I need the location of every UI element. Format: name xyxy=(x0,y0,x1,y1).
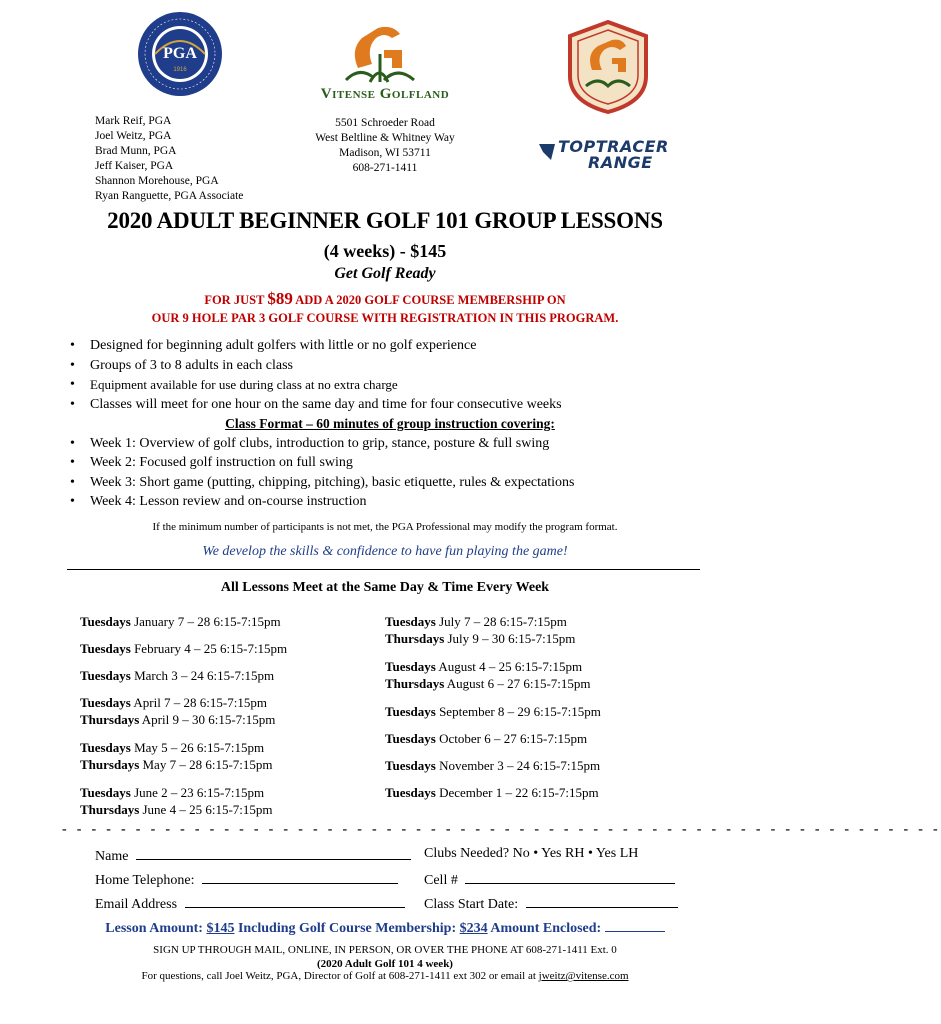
class-format-heading: Class Format – 60 minutes of group instruction covering: xyxy=(225,416,555,431)
questions-contact: For questions, call Joel Weitz, PGA, Director of Golf at 608-271-1411 ext 302 or email at jweitz@vitense.com xyxy=(141,970,629,982)
vitense-golfland-wordmark: Vitense Golfland xyxy=(320,86,450,102)
signup-program-name: (2020 Adult Golf 101 4 week) xyxy=(317,958,453,970)
phone-number: 608-271-1411 xyxy=(352,162,418,174)
class-start-row xyxy=(424,894,678,913)
address-block xyxy=(290,116,480,176)
signup-instructions: SIGN UP THROUGH MAIL, ONLINE, IN PERSON, OR OVER THE PHONE AT 608-271-1411 Ext. 0 xyxy=(153,944,617,956)
lessons-heading: All Lessons Meet at the Same Day & Time Every Week xyxy=(220,580,550,595)
minimum-participants-note: If the minimum number of participants is not met, the PGA Professional may modify the program format. xyxy=(152,521,618,533)
pga-logo xyxy=(135,8,225,108)
promo-price: $89 xyxy=(267,289,293,308)
email-field[interactable] xyxy=(185,894,405,908)
clubs-needed-label[interactable]: Clubs Needed? No • Yes RH • Yes LH xyxy=(424,846,639,861)
address-line: Madison, WI 53711 xyxy=(339,147,431,159)
name-field[interactable] xyxy=(136,846,411,860)
schedule-entry: Tuesdays January 7 – 28 6:15-7:15pm xyxy=(80,614,281,629)
address-line: West Beltline & Whitney Way xyxy=(315,132,455,144)
list-item: • Equipment available for use during class at no extra charge xyxy=(70,375,710,395)
email-row xyxy=(95,894,405,913)
membership-amount: $234 xyxy=(459,921,488,936)
toptracer-line2: RANGE xyxy=(588,153,653,172)
program-details-list xyxy=(70,336,710,512)
toptracer-range-logo xyxy=(558,139,669,171)
amount-line: Lesson Amount: $145 Including Golf Course Membership: $234 Amount Enclosed: xyxy=(0,918,770,937)
list-item: • Week 4: Lesson review and on-course instruction xyxy=(70,492,710,512)
staff-list xyxy=(95,114,243,204)
list-item: • Week 3: Short game (putting, chipping, pitching), basic etiquette, rules & expectations xyxy=(70,473,710,493)
staff-name: Mark Reif, PGA xyxy=(95,115,172,127)
staff-name: Joel Weitz, PGA xyxy=(95,130,172,142)
home-telephone-label: Home Telephone: xyxy=(95,873,195,888)
class-start-label: Class Start Date: xyxy=(424,897,519,912)
clubs-needed-row[interactable] xyxy=(424,846,638,862)
promo-line-2: OUR 9 HOLE PAR 3 GOLF COURSE WITH REGISTRATION IN THIS PROGRAM. xyxy=(151,311,619,325)
promo-line-1: FOR JUST $89 ADD A 2020 GOLF COURSE MEMBERSHIP ON xyxy=(204,289,566,308)
cell-row xyxy=(424,870,675,889)
list-item: • Classes will meet for one hour on the same day and time for four consecutive weeks xyxy=(70,395,710,415)
toptracer-line1: TOPTRACER xyxy=(558,137,669,156)
membership-promo xyxy=(0,290,770,327)
schedule-entry: Tuesdays April 7 – 28 6:15-7:15pm Thursdays April 9 – 30 6:15-7:15pm xyxy=(80,695,276,727)
list-item: • Week 1: Overview of golf clubs, introduction to grip, stance, posture & full swing xyxy=(70,434,710,454)
svg-text:1916: 1916 xyxy=(173,67,187,73)
list-item: • Week 2: Focused golf instruction on full swing xyxy=(70,453,710,473)
staff-name: Brad Munn, PGA xyxy=(95,145,177,157)
name-label: Name xyxy=(95,849,129,864)
list-item: • Designed for beginning adult golfers with little or no golf experience xyxy=(70,336,710,356)
schedule-entry: Tuesdays November 3 – 24 6:15-7:15pm xyxy=(385,758,601,773)
schedule-entry: Tuesdays September 8 – 29 6:15-7:15pm xyxy=(385,704,601,719)
schedule-entry: Tuesdays August 4 – 25 6:15-7:15pm Thursdays August 6 – 27 6:15-7:15pm xyxy=(385,659,591,691)
vitense-golfland-logo xyxy=(340,20,420,90)
home-telephone-row xyxy=(95,870,398,889)
address-line: 5501 Schroeder Road xyxy=(335,117,435,129)
schedule-entry: Tuesdays February 4 – 25 6:15-7:15pm xyxy=(80,641,288,656)
staff-name: Jeff Kaiser, PGA xyxy=(95,160,174,172)
cut-line: - - - - - - - - - - - - - - - - - - - - - - - - - - - - - - - - - - - - - - - - - - - - - - - - - - - - - - - - - - - - xyxy=(62,822,941,837)
home-telephone-field[interactable] xyxy=(202,870,398,884)
schedule-entry: Tuesdays May 5 – 26 6:15-7:15pm Thursdays May 7 – 28 6:15-7:15pm xyxy=(80,740,273,772)
amount-enclosed-field[interactable] xyxy=(605,918,665,932)
staff-name: Ryan Ranguette, PGA Associate xyxy=(95,190,244,202)
staff-name: Shannon Morehouse, PGA xyxy=(95,175,219,187)
list-item: • Groups of 3 to 8 adults in each class xyxy=(70,356,710,376)
page-subtitle: (4 weeks) - $145 xyxy=(323,241,447,261)
schedule-entry: Tuesdays March 3 – 24 6:15-7:15pm xyxy=(80,668,275,683)
contact-email-link[interactable]: jweitz@vitense.com xyxy=(538,970,629,982)
divider xyxy=(67,569,700,570)
class-start-field[interactable] xyxy=(526,894,678,908)
name-row xyxy=(95,846,411,865)
schedule-entry: Tuesdays December 1 – 22 6:15-7:15pm xyxy=(385,785,599,800)
email-label: Email Address xyxy=(95,897,178,912)
motto: We develop the skills & confidence to have fun playing the game! xyxy=(202,544,568,559)
lesson-amount: $145 xyxy=(206,921,235,936)
svg-text:PGA: PGA xyxy=(163,45,197,62)
schedule-entry: Tuesdays October 6 – 27 6:15-7:15pm xyxy=(385,731,588,746)
schedule-entry: Tuesdays July 7 – 28 6:15-7:15pm Thursdays July 9 – 30 6:15-7:15pm xyxy=(385,614,576,646)
tagline: Get Golf Ready xyxy=(334,265,436,282)
page-title: 2020 ADULT BEGINNER GOLF 101 GROUP LESSONS xyxy=(107,208,663,233)
schedule-entry: Tuesdays June 2 – 23 6:15-7:15pm Thursdays June 4 – 25 6:15-7:15pm xyxy=(80,785,273,817)
cell-field[interactable] xyxy=(465,870,675,884)
cell-label: Cell # xyxy=(424,873,458,888)
golf-course-badge-logo xyxy=(566,20,650,114)
